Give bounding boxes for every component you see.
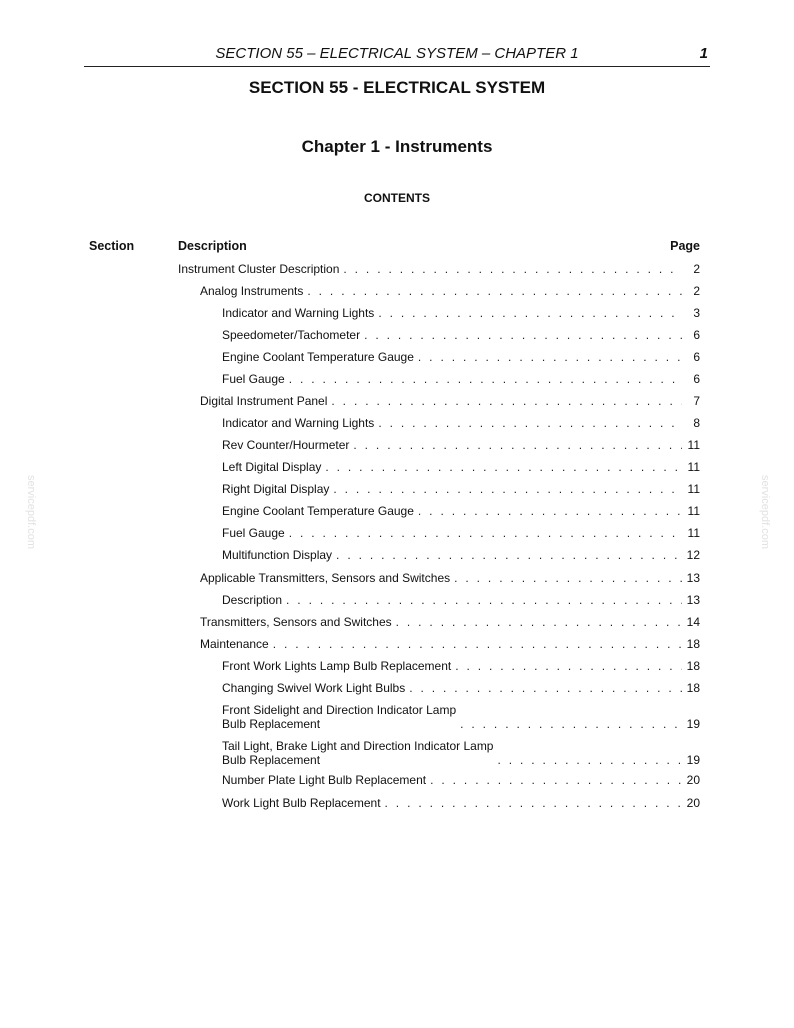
- toc-entry: [200, 571, 700, 585]
- toc-entry-label-group: [222, 739, 493, 767]
- dot-leader: [307, 284, 682, 298]
- toc-entry-page: 18: [686, 681, 700, 695]
- watermark-right: servicepdf.com: [758, 475, 771, 549]
- toc-entry: [222, 796, 700, 810]
- toc-entry-page: 11: [687, 504, 700, 518]
- dot-leader: [418, 350, 682, 364]
- toc-entry-label: Indicator and Warning Lights: [222, 306, 375, 320]
- toc-entry-label: Multifunction Display: [222, 548, 333, 562]
- toc-entry-label: Engine Coolant Temperature Gauge: [222, 504, 414, 518]
- toc-entry-label: Speedometer/Tachometer: [222, 328, 361, 342]
- toc-entry: [222, 739, 700, 767]
- dot-leader: [460, 717, 682, 731]
- running-header: [84, 44, 710, 67]
- toc-entry-label: Maintenance: [200, 637, 269, 651]
- page-number: 1: [699, 45, 708, 62]
- toc-entry-page: 20: [686, 796, 700, 810]
- toc-entry: [222, 482, 700, 496]
- toc-entry: [222, 526, 700, 540]
- toc-entry-page: 6: [693, 328, 700, 342]
- toc-entry-page: 18: [686, 637, 700, 651]
- toc-entry-label-continued: Bulb Replacement: [222, 717, 321, 731]
- toc-entry-label: Rev Counter/Hourmeter: [222, 438, 350, 452]
- dot-leader: [455, 659, 682, 673]
- dot-leader: [454, 571, 682, 585]
- toc-entry-page: 2: [693, 262, 700, 276]
- column-header-page: Page: [670, 239, 700, 253]
- toc-entry-page: 18: [686, 659, 700, 673]
- dot-leader: [336, 548, 682, 562]
- dot-leader: [331, 394, 682, 408]
- toc-entry-page: 13: [686, 593, 700, 607]
- dot-leader: [286, 593, 682, 607]
- toc-entry-label-continued: Bulb Replacement: [222, 753, 321, 767]
- toc-entry-page: 2: [693, 284, 700, 298]
- toc-entry-page: 20: [686, 773, 700, 787]
- toc-entry: [222, 328, 700, 342]
- toc-entry-label: Tail Light, Brake Light and Direction Indicator Lamp: [222, 739, 494, 753]
- column-header-description: Description: [178, 239, 247, 253]
- toc-entry-label: Applicable Transmitters, Sensors and Switches: [200, 571, 451, 585]
- toc-entry: [222, 504, 700, 518]
- toc-entry-label: Changing Swivel Work Light Bulbs: [222, 681, 406, 695]
- dot-leader: [430, 773, 682, 787]
- toc-entry-page: 19: [686, 717, 700, 731]
- dot-leader: [325, 460, 682, 474]
- section-title: SECTION 55 - ELECTRICAL SYSTEM: [248, 78, 546, 97]
- toc-entry: [222, 773, 700, 787]
- toc-entry-label: Fuel Gauge: [222, 372, 285, 386]
- toc-entry-page: 6: [693, 350, 700, 364]
- dot-leader: [409, 681, 682, 695]
- toc-entry: [222, 703, 700, 731]
- chapter-title: Chapter 1 - Instruments: [301, 137, 493, 156]
- dot-leader: [353, 438, 682, 452]
- dot-leader: [333, 482, 682, 496]
- dot-leader: [289, 372, 682, 386]
- toc-entry: [222, 350, 700, 364]
- toc-entry-label: Engine Coolant Temperature Gauge: [222, 350, 414, 364]
- contents-heading: CONTENTS: [364, 191, 430, 205]
- dot-leader: [497, 753, 682, 767]
- toc-entry-page: 7: [693, 394, 700, 408]
- watermark-left: servicepdf.com: [24, 475, 37, 549]
- dot-leader: [396, 615, 682, 629]
- toc-entry-label: Instrument Cluster Description: [178, 262, 340, 276]
- toc-entry: [200, 637, 700, 651]
- toc-entry-label: Digital Instrument Panel: [200, 394, 328, 408]
- toc-entry-label: Left Digital Display: [222, 460, 322, 474]
- toc-entry-label: Description: [222, 593, 283, 607]
- dot-leader: [378, 416, 682, 430]
- toc-entry-page: 12: [686, 548, 700, 562]
- toc-entry-page: 11: [687, 526, 700, 540]
- toc-entry-label: Indicator and Warning Lights: [222, 416, 375, 430]
- toc-entry-page: 19: [686, 753, 700, 767]
- toc-entry: [222, 416, 700, 430]
- dot-leader: [418, 504, 682, 518]
- toc-entry-page: 11: [687, 460, 700, 474]
- dot-leader: [385, 796, 682, 810]
- toc-entry: [200, 394, 700, 408]
- toc-entry: [222, 548, 700, 562]
- toc-entry: [222, 372, 700, 386]
- toc-entry-label: Analog Instruments: [200, 284, 304, 298]
- toc-entry-page: 6: [693, 372, 700, 386]
- toc-entry-label: Work Light Bulb Replacement: [222, 796, 381, 810]
- toc-entry: [222, 306, 700, 320]
- toc-entry-label: Fuel Gauge: [222, 526, 285, 540]
- toc-entry-page: 14: [686, 615, 700, 629]
- toc-entry: [200, 284, 700, 298]
- toc-entry-page: 3: [693, 306, 700, 320]
- toc-entry: [222, 460, 700, 474]
- toc-entry: [200, 615, 700, 629]
- toc-entry: [222, 681, 700, 695]
- toc-entry-page: 11: [687, 438, 700, 452]
- toc-entry-page: 11: [687, 482, 700, 496]
- toc-entry-page: 8: [693, 416, 700, 430]
- toc-entry-label: Right Digital Display: [222, 482, 330, 496]
- toc-entry-label: Front Sidelight and Direction Indicator Lamp: [222, 703, 457, 717]
- toc-entry-label: Front Work Lights Lamp Bulb Replacement: [222, 659, 452, 673]
- dot-leader: [289, 526, 682, 540]
- running-header-title: SECTION 55 – ELECTRICAL SYSTEM – CHAPTER 1: [215, 45, 579, 62]
- toc-entry-label-group: [222, 703, 456, 731]
- toc-entry-page: 13: [686, 571, 700, 585]
- dot-leader: [364, 328, 682, 342]
- column-header-section: Section: [89, 239, 135, 253]
- toc-entry: [222, 593, 700, 607]
- toc-entry-label: Number Plate Light Bulb Replacement: [222, 773, 427, 787]
- toc-entry: [222, 438, 700, 452]
- dot-leader: [273, 637, 682, 651]
- dot-leader: [343, 262, 682, 276]
- toc-entry: [222, 659, 700, 673]
- toc-entry: [178, 262, 700, 276]
- dot-leader: [378, 306, 682, 320]
- toc-entry-label: Transmitters, Sensors and Switches: [200, 615, 392, 629]
